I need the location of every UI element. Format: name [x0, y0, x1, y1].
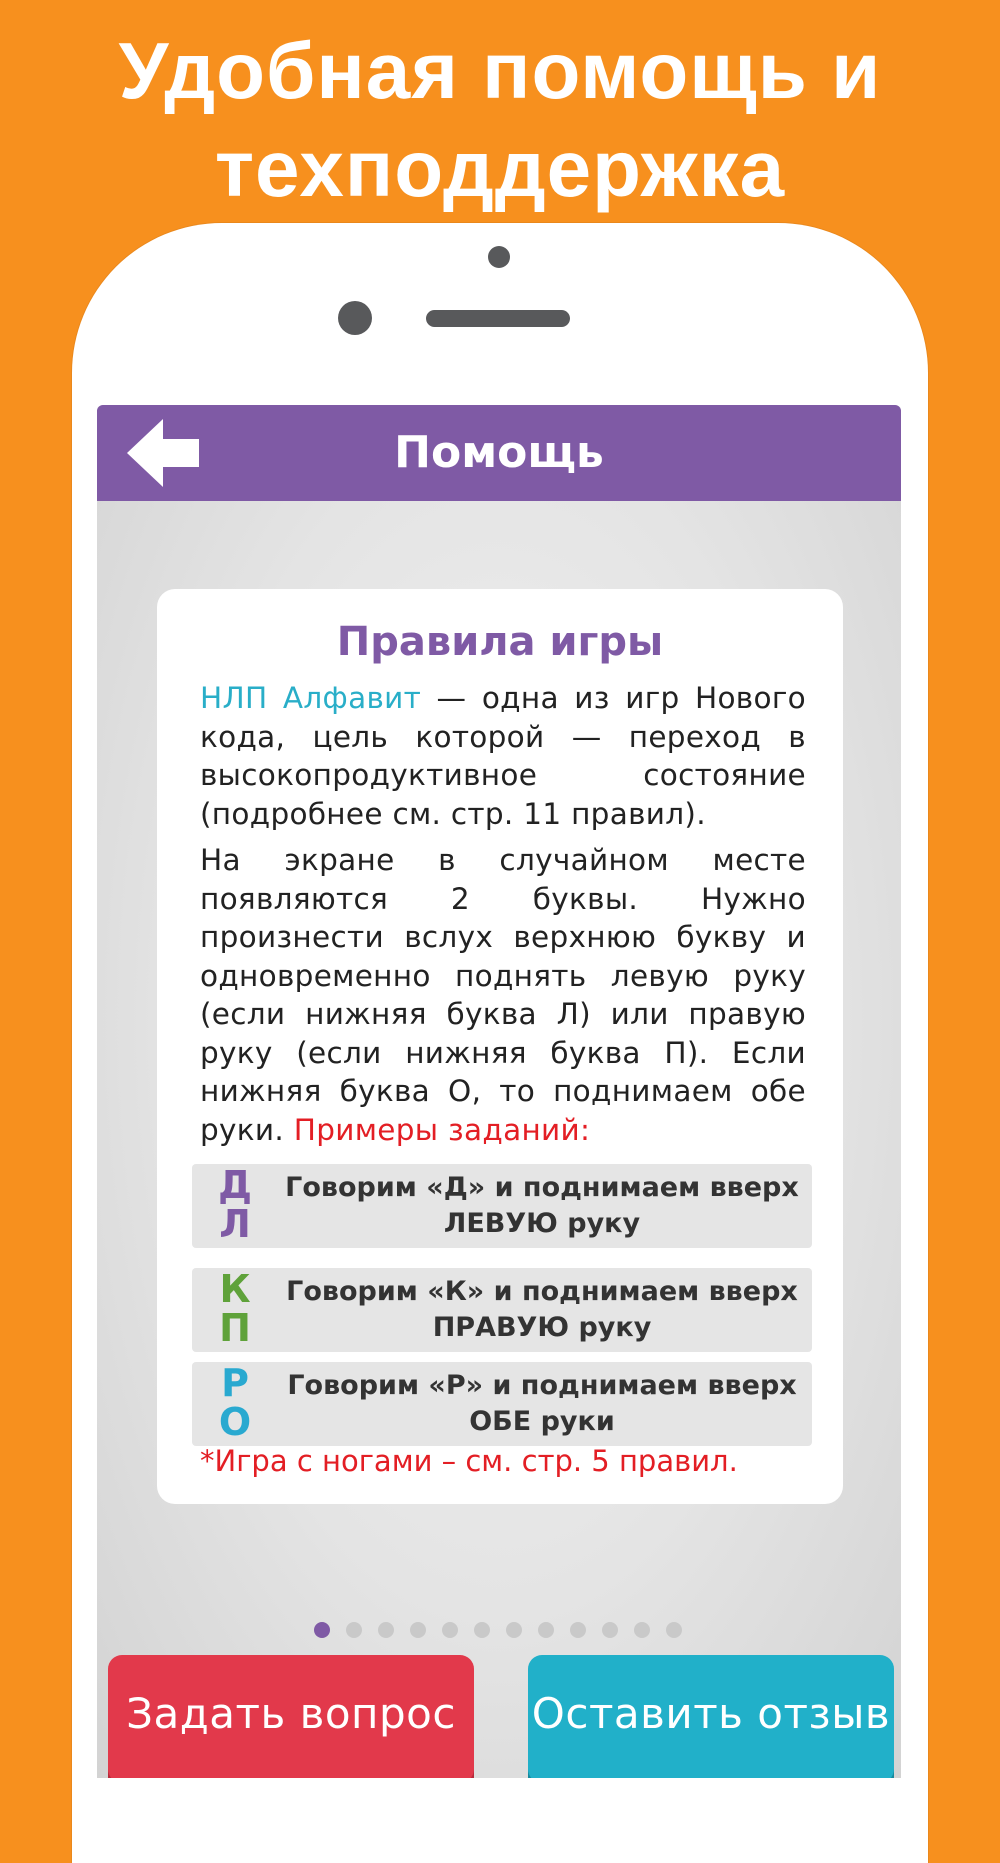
- phone-sensor: [488, 246, 510, 268]
- example-letters: [206, 1361, 264, 1444]
- example-text: Говорим «К» и поднимаем вверх ПРАВУЮ руку: [286, 1276, 798, 1343]
- example-text: Говорим «Р» и поднимаем вверх ОБЕ руки: [287, 1370, 797, 1437]
- ask-question-button[interactable]: Задать вопрос: [108, 1655, 474, 1778]
- example-bottom-letter: П: [219, 1306, 251, 1350]
- rules-intro-text: — одна из игр Нового кода, цель которой — переход в высокопродуктивное состояние (подробнее см. стр. 11 правил).: [200, 681, 806, 831]
- example-bottom-letter: Л: [219, 1202, 251, 1246]
- page-dot[interactable]: [538, 1622, 554, 1638]
- example-bottom-letter: О: [218, 1400, 252, 1444]
- page-dot[interactable]: [602, 1622, 618, 1638]
- example-letters: [206, 1163, 264, 1246]
- page-indicator[interactable]: [97, 1622, 901, 1638]
- arrow-left-icon: [127, 419, 203, 487]
- page-dot[interactable]: [634, 1622, 650, 1638]
- page-dot[interactable]: [506, 1622, 522, 1638]
- leave-review-button[interactable]: Оставить отзыв: [528, 1655, 894, 1778]
- headline-line-2: техподдержка: [214, 124, 786, 213]
- game-name-link: НЛП Алфавит: [200, 681, 422, 715]
- phone-camera: [338, 301, 372, 335]
- page-dot[interactable]: [666, 1622, 682, 1638]
- example-top-letter: Р: [221, 1361, 249, 1405]
- page-dot[interactable]: [410, 1622, 426, 1638]
- phone-speaker: [426, 310, 570, 327]
- headline-line-1: Удобная помощь и: [118, 26, 882, 115]
- app-screen: [97, 405, 901, 1778]
- example-item: [192, 1362, 812, 1446]
- example-letters: [206, 1267, 264, 1350]
- footnote: *Игра с ногами – см. стр. 5 правил.: [200, 1444, 738, 1478]
- app-bar: [97, 405, 901, 501]
- rules-intro: [200, 679, 806, 833]
- page-dot[interactable]: [570, 1622, 586, 1638]
- page-dot[interactable]: [442, 1622, 458, 1638]
- rules-card: [157, 589, 843, 1504]
- page-dot[interactable]: [378, 1622, 394, 1638]
- page-dot[interactable]: [346, 1622, 362, 1638]
- examples-heading: Примеры заданий:: [293, 1112, 591, 1147]
- example-top-letter: К: [219, 1267, 251, 1311]
- rules-description: [200, 841, 806, 1149]
- example-text: Говорим «Д» и поднимаем вверх ЛЕВУЮ руку: [285, 1172, 799, 1239]
- example-item: [192, 1164, 812, 1248]
- promo-headline: [0, 22, 1000, 218]
- back-button[interactable]: [127, 419, 203, 487]
- example-item: [192, 1268, 812, 1352]
- example-top-letter: Д: [218, 1163, 252, 1207]
- page-title: Помощь: [394, 427, 604, 478]
- rules-description-text: На экране в случайном месте появляются 2 буквы. Нужно произнести вслух верхнюю букву и одновременно поднять левую руку (если нижняя буква Л) или правую руку (если нижняя буква П). Если нижняя буква О, то поднимаем обе руки.: [200, 843, 806, 1147]
- page-dot-active[interactable]: [314, 1622, 330, 1638]
- rules-title: Правила игры: [336, 619, 664, 665]
- page-dot[interactable]: [474, 1622, 490, 1638]
